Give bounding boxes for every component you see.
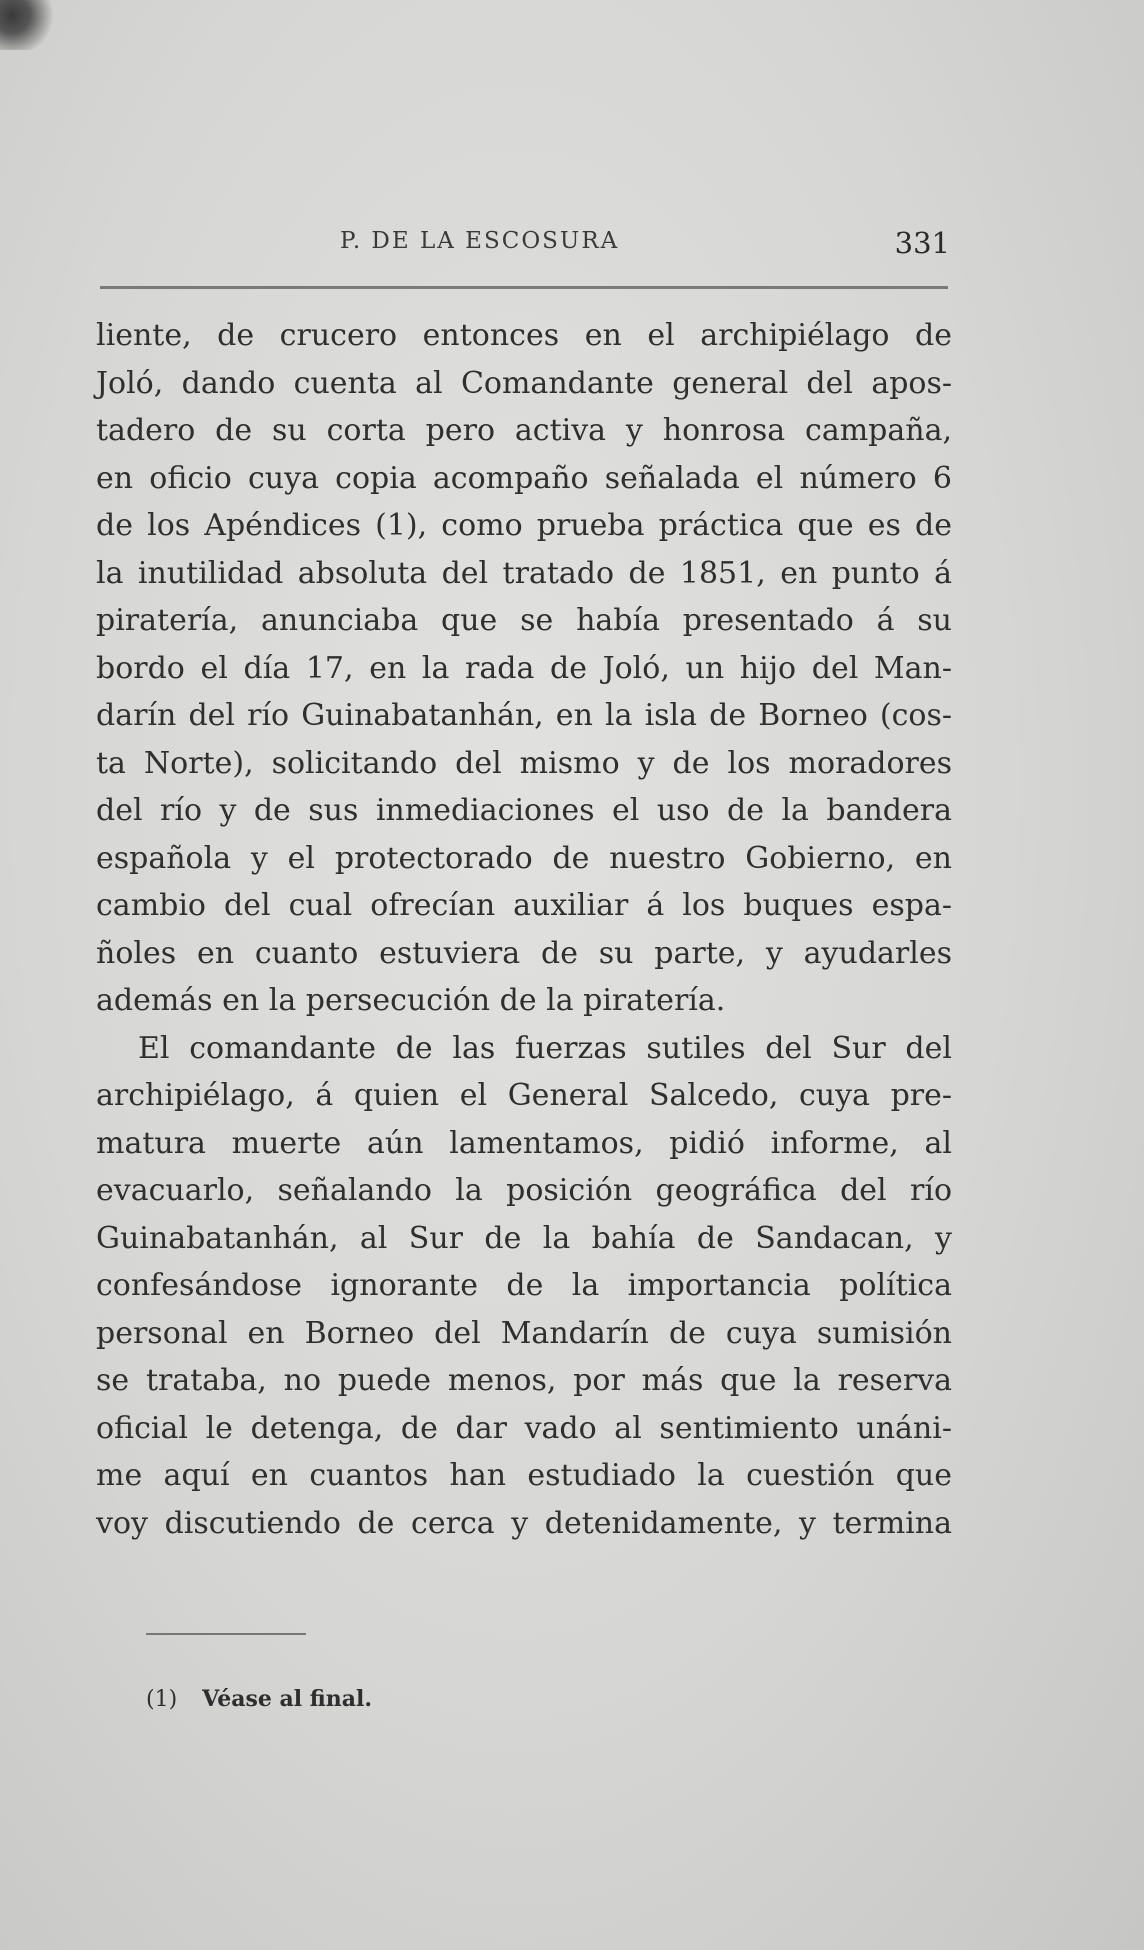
text-line-13: cambio del cual ofrecían auxiliar á los buques espa- — [96, 888, 952, 923]
text-line-20: Guinabatanhán, al Sur de la bahía de Sandacan, y — [96, 1220, 952, 1256]
page-header — [100, 228, 950, 268]
text-line-23: se trataba, no puede menos, por más que la reserva — [96, 1363, 952, 1398]
text-line-6: la inutilidad absoluta del tratado de 1851, en punto á — [96, 555, 952, 591]
body-text — [96, 312, 952, 1547]
text-line-24: oficial le detenga, de dar vado al sentimiento unáni- — [96, 1410, 952, 1446]
text-line-3: tadero de su corta pero activa y honrosa campaña, — [96, 413, 952, 448]
page-number: 331 — [894, 226, 950, 260]
text-line-10: ta Norte), solicitando del mismo y de los moradores — [96, 745, 952, 781]
text-line-21: confesándose ignorante de la importancia política — [96, 1268, 952, 1303]
text-line-9: darín del río Guinabatanhán, en la isla de Borneo (cos- — [96, 698, 952, 733]
text-line-1: liente, de crucero entonces en el archipiélago de — [96, 318, 952, 353]
text-line-22: personal en Borneo del Mandarín de cuya sumisión — [96, 1315, 952, 1351]
scan-shadow-mark — [0, 0, 60, 50]
footnote-text: Véase al final. — [202, 1686, 373, 1712]
running-title: P. DE LA ESCOSURA — [340, 228, 620, 254]
text-line-11: del río y de sus inmediaciones el uso de la bandera — [96, 793, 952, 828]
text-line-15: además en la persecución de la piratería. — [96, 983, 726, 1018]
text-line-25: me aquí en cuantos han estudiado la cuestión que — [96, 1458, 952, 1493]
text-line-16: El comandante de las fuerzas sutiles del Sur del — [138, 1030, 952, 1066]
text-line-19: evacuarlo, señalando la posición geográfica del río — [96, 1173, 952, 1208]
text-line-14: ñoles en cuanto estuviera de su parte, y ayudarles — [96, 935, 952, 971]
text-line-5: de los Apéndices (1), como prueba práctica que es de — [96, 508, 952, 543]
footnote-rule — [146, 1633, 306, 1635]
text-line-7: piratería, anunciaba que se había presentado á su — [96, 603, 952, 638]
header-rule — [100, 286, 948, 289]
text-line-4: en oficio cuya copia acompaño señalada el número 6 — [96, 460, 952, 496]
text-line-12: española y el protectorado de nuestro Gobierno, en — [96, 840, 952, 876]
text-line-8: bordo el día 17, en la rada de Joló, un hijo del Man- — [96, 650, 952, 686]
text-line-26: voy discutiendo de cerca y detenidamente, y termina — [96, 1505, 952, 1541]
text-line-2: Joló, dando cuenta al Comandante general del apos- — [96, 365, 952, 401]
text-line-17: archipiélago, á quien el General Salcedo, cuya pre- — [96, 1078, 952, 1113]
footnote — [146, 1686, 372, 1712]
footnote-marker: (1) — [146, 1687, 178, 1712]
text-line-18: matura muerte aún lamentamos, pidió informe, al — [96, 1125, 952, 1161]
